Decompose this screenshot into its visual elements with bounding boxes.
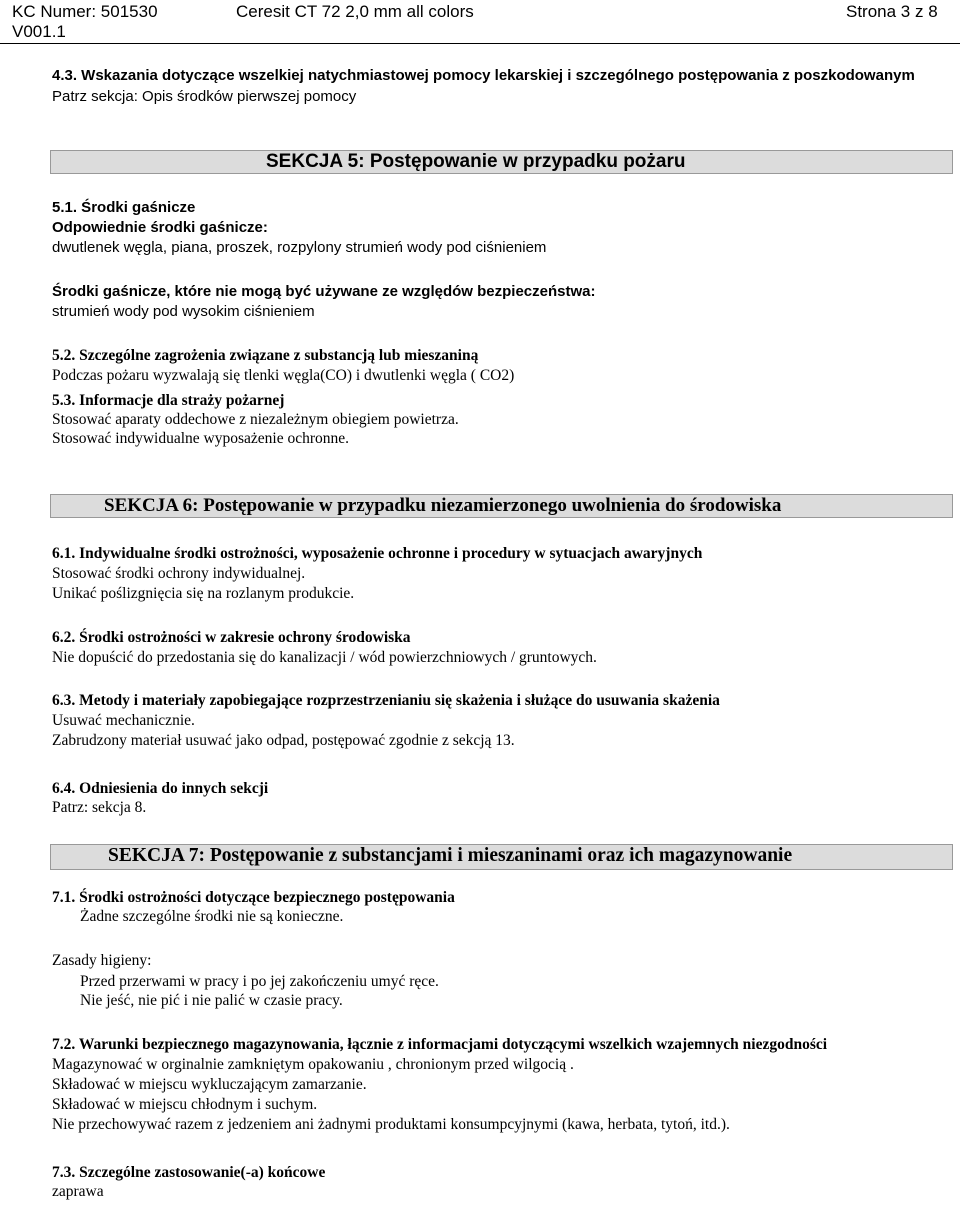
s43-heading: 4.3. Wskazania dotyczące wszelkiej natychmiastowej pomocy lekarskiej i szczególnego postępowania z poszkodowanym [52, 67, 915, 84]
s61-heading: 6.1. Indywidualne środki ostrożności, wyposażenie ochronne i procedury w sytuacjach awaryjnych [52, 545, 703, 562]
s62-heading: 6.2. Środki ostrożności w zakresie ochrony środowiska [52, 629, 411, 646]
s72-heading: 7.2. Warunki bezpiecznego magazynowania, łącznie z informacjami dotyczącymi wszelkich wzajemnych niezgodności [52, 1036, 828, 1053]
s73-text: zaprawa [52, 1183, 104, 1200]
s43-text: Patrz sekcja: Opis środków pierwszej pomocy [52, 88, 357, 105]
s53-text1: Stosować aparaty oddechowe z niezależnym obiegiem powietrza. [52, 411, 459, 428]
s62-text: Nie dopuścić do przedostania się do kanalizacji / wód powierzchniowych / gruntowych. [52, 649, 597, 666]
s71-text: Żadne szczególne środki nie są konieczne. [80, 908, 344, 925]
s72-text2: Składować w miejscu wykluczającym zamarzanie. [52, 1076, 367, 1093]
s61-text1: Stosować środki ochrony indywidualnej. [52, 565, 306, 582]
s71-heading: 7.1. Środki ostrożności dotyczące bezpiecznego postępowania [52, 889, 455, 906]
s51-heading: 5.1. Środki gaśnicze [52, 199, 196, 216]
s72-text3: Składować w miejscu chłodnym i suchym. [52, 1096, 318, 1113]
s53-heading: 5.3. Informacje dla straży pożarnej [52, 392, 285, 409]
s51-sub1: Odpowiednie środki gaśnicze: [52, 219, 268, 236]
s73-heading: 7.3. Szczególne zastosowanie(-a) końcowe [52, 1164, 326, 1181]
hygiene-item-2: Nie jeść, nie pić i nie palić w czasie pracy. [80, 992, 343, 1009]
section5-title: SEKCJA 5: Postępowanie w przypadku pożaru [266, 151, 686, 172]
hygiene-label: Zasady higieny: [52, 952, 152, 969]
s64-heading: 6.4. Odniesienia do innych sekcji [52, 780, 269, 797]
s51-text1: dwutlenek węgla, piana, proszek, rozpylony strumień wody pod ciśnieniem [52, 239, 547, 256]
s51-text2: strumień wody pod wysokim ciśnieniem [52, 303, 315, 320]
header-rule [0, 43, 960, 44]
s72-text4: Nie przechowywać razem z jedzeniem ani żadnymi produktami konsumpcyjnymi (kawa, herbata, tytoń, itd.). [52, 1116, 730, 1133]
version: V001.1 [12, 22, 66, 41]
s53-text2: Stosować indywidualne wyposażenie ochronne. [52, 430, 350, 447]
s63-heading: 6.3. Metody i materiały zapobiegające rozprzestrzenianiu się skażenia i służące do usuwania skażenia [52, 692, 720, 709]
section6-title: SEKCJA 6: Postępowanie w przypadku niezamierzonego uwolnienia do środowiska [104, 495, 782, 516]
page-number: Strona 3 z 8 [846, 2, 938, 21]
kc-number: KC Numer: 501530 [12, 2, 158, 21]
product-name: Ceresit CT 72 2,0 mm all colors [236, 2, 474, 21]
hygiene-item-1: Przed przerwami w pracy i po jej zakończeniu umyć ręce. [80, 973, 439, 990]
s61-text2: Unikać poślizgnięcia się na rozlanym produkcie. [52, 585, 355, 602]
s72-text1: Magazynować w orginalnie zamkniętym opakowaniu , chronionym przed wilgocią . [52, 1056, 574, 1073]
s52-text: Podczas pożaru wyzwalają się tlenki węgla(CO) i dwutlenki węgla ( CO2) [52, 367, 515, 384]
s51-sub2: Środki gaśnicze, które nie mogą być używane ze względów bezpieczeństwa: [52, 283, 596, 300]
section7-title: SEKCJA 7: Postępowanie z substancjami i mieszaninami oraz ich magazynowanie [108, 845, 793, 866]
s63-text2: Zabrudzony materiał usuwać jako odpad, postępować zgodnie z sekcją 13. [52, 732, 515, 749]
s63-text1: Usuwać mechanicznie. [52, 712, 195, 729]
s64-text: Patrz: sekcja 8. [52, 799, 147, 816]
s52-heading: 5.2. Szczególne zagrożenia związane z substancją lub mieszaniną [52, 347, 479, 364]
